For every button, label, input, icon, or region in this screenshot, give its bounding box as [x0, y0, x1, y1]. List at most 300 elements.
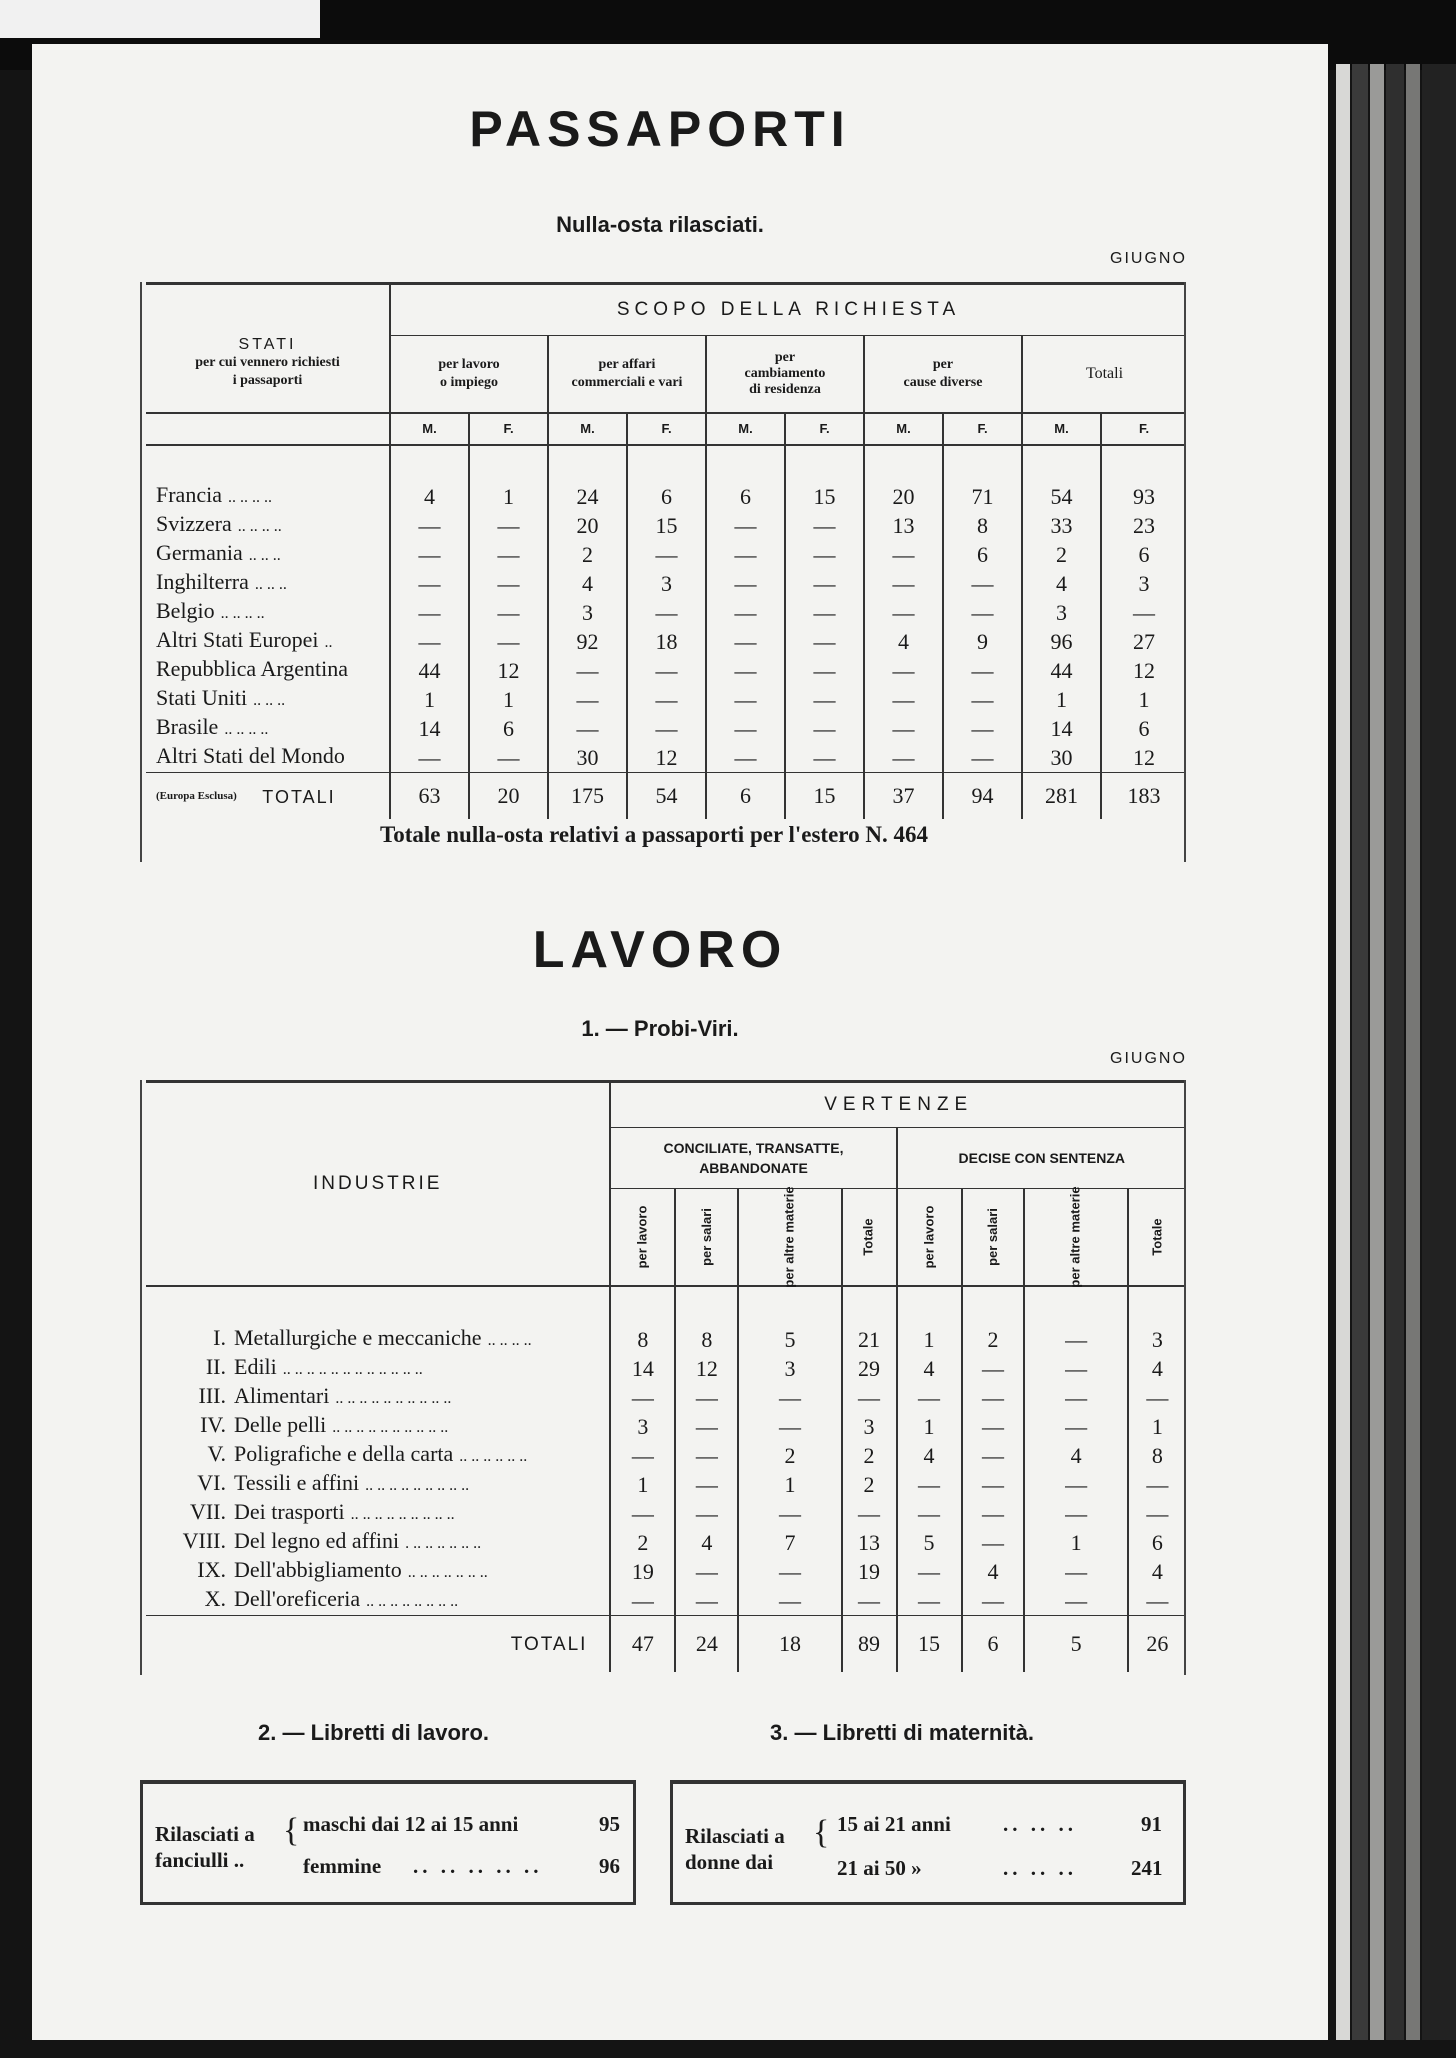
- passaporti-value-cell: —: [548, 656, 627, 685]
- cambiamento-header-line3: di residenza: [749, 382, 821, 397]
- industry-number: VIII.: [182, 1528, 226, 1553]
- scopo-header: SCOPO DELLA RICHIESTA: [390, 284, 1186, 336]
- passaporti-value-cell: 33: [1022, 511, 1101, 540]
- passaporti-value-cell: 18: [627, 627, 706, 656]
- vertenze-col-header: [1128, 1189, 1186, 1287]
- industry-dots: .. .. .. .. .. .. .. .. .. ..: [335, 1390, 452, 1407]
- probi-viri-value-cell: —: [1024, 1470, 1127, 1499]
- passaporti-value-cell: 12: [1101, 656, 1186, 685]
- industry-dots: .. .. .. .. .. .. .. .. .. .. .. ..: [282, 1361, 423, 1378]
- probi-viri-value-cell: —: [1128, 1383, 1186, 1412]
- passaporti-value-cell: 3: [627, 569, 706, 598]
- probi-viri-row: [146, 1325, 1186, 1354]
- probi-viri-value-cell: 1: [610, 1470, 675, 1499]
- probi-viri-value-cell: 1: [1024, 1528, 1127, 1557]
- probi-viri-value-cell: —: [842, 1586, 897, 1616]
- industry-name: Metallurgiche e meccaniche: [234, 1325, 482, 1350]
- passaporti-value-cell: 14: [390, 714, 469, 743]
- mf-m: M.: [864, 413, 943, 445]
- country-cell: [146, 598, 390, 627]
- lavoro-total-cell: 47: [610, 1616, 675, 1673]
- industry-cell: [146, 1470, 610, 1499]
- conciliate-header-line1: CONCILIATE, TRANSATTE,: [663, 1140, 844, 1156]
- probi-viri-value-cell: 29: [842, 1354, 897, 1383]
- passaporti-total-cell: 175: [548, 773, 627, 820]
- country-cell: [146, 482, 390, 511]
- probi-viri-value-cell: 4: [1128, 1354, 1186, 1383]
- mf-m: M.: [706, 413, 785, 445]
- brace-icon: {: [813, 1814, 830, 1851]
- country-dots: .. .. ..: [253, 692, 286, 709]
- passaporti-row: [146, 685, 1186, 714]
- passaporti-value-cell: —: [706, 540, 785, 569]
- passaporti-value-cell: 9: [943, 627, 1022, 656]
- passaporti-value-cell: —: [706, 656, 785, 685]
- probi-viri-value-cell: —: [675, 1412, 738, 1441]
- passaporti-value-cell: —: [864, 569, 943, 598]
- probi-viri-row: [146, 1528, 1186, 1557]
- passaporti-value-cell: 92: [548, 627, 627, 656]
- passaporti-value-cell: —: [706, 598, 785, 627]
- passaporti-total-cell: 281: [1022, 773, 1101, 820]
- country-cell: [146, 743, 390, 773]
- libretti-maternita-label1: Rilasciati a: [685, 1824, 785, 1848]
- probi-viri-value-cell: —: [897, 1586, 962, 1616]
- probi-viri-value-cell: —: [1024, 1383, 1127, 1412]
- probi-viri-value-cell: —: [897, 1470, 962, 1499]
- probi-viri-value-cell: —: [1128, 1499, 1186, 1528]
- probi-viri-value-cell: —: [962, 1412, 1025, 1441]
- passaporti-value-cell: 71: [943, 482, 1022, 511]
- lavoro-header: [390, 336, 548, 414]
- lavoro-header-line2: o impiego: [440, 375, 498, 390]
- country-name: Altri Stati del Mondo: [156, 743, 345, 768]
- table-left-rule: [140, 282, 142, 862]
- industry-cell: [146, 1441, 610, 1470]
- passaporti-value-cell: —: [864, 598, 943, 627]
- probi-viri-value-cell: —: [962, 1528, 1025, 1557]
- probi-viri-value-cell: 19: [842, 1557, 897, 1586]
- probi-viri-value-cell: 1: [897, 1412, 962, 1441]
- probi-viri-value-cell: —: [1024, 1557, 1127, 1586]
- industry-dots: .. .. .. .. .. .. .. .. .. ..: [332, 1419, 449, 1436]
- passaporti-value-cell: —: [627, 685, 706, 714]
- passaporti-value-cell: —: [943, 685, 1022, 714]
- libretti-lavoro-label2: fanciulli ..: [155, 1848, 245, 1872]
- industry-dots: .. .. .. .. .. .. .. .. ..: [350, 1506, 455, 1523]
- passaporti-value-cell: —: [864, 685, 943, 714]
- probi-viri-value-cell: 3: [1128, 1325, 1186, 1354]
- passaporti-value-cell: 12: [469, 656, 548, 685]
- probi-viri-value-cell: 2: [842, 1470, 897, 1499]
- vertenze-col-label: Totale: [861, 1218, 877, 1256]
- passaporti-value-cell: —: [548, 685, 627, 714]
- probi-viri-value-cell: 4: [1024, 1441, 1127, 1470]
- passaporti-value-cell: 4: [548, 569, 627, 598]
- probi-viri-value-cell: —: [1024, 1325, 1127, 1354]
- page-edge: [1406, 64, 1420, 2040]
- passaporti-value-cell: 12: [1101, 743, 1186, 773]
- passaporti-value-cell: 3: [1101, 569, 1186, 598]
- mf-f: F.: [627, 413, 706, 445]
- vertenze-col-header: [610, 1189, 675, 1287]
- probi-viri-value-cell: —: [1024, 1499, 1127, 1528]
- passaporti-value-cell: —: [706, 627, 785, 656]
- country-name: Altri Stati Europei: [156, 627, 319, 652]
- industry-name: Dei trasporti: [234, 1499, 345, 1524]
- passaporti-value-cell: 15: [785, 482, 864, 511]
- vertenze-col-header: [675, 1189, 738, 1287]
- industry-cell: [146, 1557, 610, 1586]
- probi-viri-value-cell: —: [897, 1557, 962, 1586]
- passaporti-value-cell: —: [864, 743, 943, 773]
- passaporti-value-cell: —: [390, 540, 469, 569]
- affari-header-line1: per affari: [598, 357, 656, 372]
- passaporti-value-cell: —: [706, 511, 785, 540]
- vertenze-col-label: Totale: [1149, 1218, 1165, 1256]
- passaporti-value-cell: —: [864, 540, 943, 569]
- probi-viri-value-cell: 2: [962, 1325, 1025, 1354]
- probi-viri-value-cell: 5: [897, 1528, 962, 1557]
- probi-viri-value-cell: —: [842, 1383, 897, 1412]
- passaporti-value-cell: 1: [1101, 685, 1186, 714]
- probi-viri-value-cell: —: [738, 1586, 841, 1616]
- passaporti-value-cell: —: [706, 714, 785, 743]
- libretti-maternita-label2: donne dai: [685, 1850, 774, 1874]
- affari-header-line2: commerciali e vari: [571, 375, 683, 390]
- passaporti-value-cell: 20: [864, 482, 943, 511]
- passaporti-row: [146, 743, 1186, 773]
- vertenze-col-header: [738, 1186, 841, 1288]
- passaporti-value-cell: —: [943, 714, 1022, 743]
- lavoro-month: GIUGNO: [1110, 1050, 1187, 1067]
- libretti-lavoro-title: 2. — Libretti di lavoro.: [258, 1720, 490, 1745]
- passaporti-row: [146, 511, 1186, 540]
- industry-number: I.: [213, 1325, 226, 1350]
- passaporti-value-cell: 23: [1101, 511, 1186, 540]
- industry-cell: [146, 1586, 610, 1616]
- industry-number: III.: [198, 1383, 226, 1408]
- probi-viri-value-cell: —: [962, 1354, 1025, 1383]
- industry-dots: .. .. .. ..: [487, 1332, 532, 1349]
- probi-viri-value-cell: 2: [610, 1528, 675, 1557]
- lavoro-total-cell: 5: [1024, 1616, 1127, 1673]
- passaporti-value-cell: 3: [1022, 598, 1101, 627]
- passaporti-value-cell: —: [943, 598, 1022, 627]
- page-edge: [1370, 64, 1384, 2040]
- passaporti-value-cell: —: [706, 569, 785, 598]
- probi-viri-value-cell: 1: [738, 1470, 841, 1499]
- brace-icon: {: [283, 1812, 300, 1849]
- passaporti-value-cell: —: [469, 511, 548, 540]
- passaporti-value-cell: 44: [1022, 656, 1101, 685]
- totali-header: Totali: [1022, 336, 1186, 414]
- probi-viri-value-cell: 14: [610, 1354, 675, 1383]
- scan-top-highlight: [0, 0, 320, 38]
- lavoro-total-cell: 24: [675, 1616, 738, 1673]
- passaporti-total-cell: 15: [785, 773, 864, 820]
- industry-number: II.: [205, 1354, 226, 1379]
- passaporti-value-cell: 27: [1101, 627, 1186, 656]
- vertenze-col-label: per lavoro: [634, 1205, 650, 1269]
- country-name: Brasile: [156, 714, 219, 739]
- probi-viri-value-cell: —: [842, 1499, 897, 1528]
- probi-viri-value-cell: —: [610, 1441, 675, 1470]
- passaporti-value-cell: 4: [1022, 569, 1101, 598]
- passaporti-value-cell: —: [548, 714, 627, 743]
- passaporti-value-cell: 12: [627, 743, 706, 773]
- passaporti-value-cell: —: [627, 714, 706, 743]
- industry-dots: .. .. .. .. .. .. .. ..: [366, 1593, 459, 1610]
- country-cell: [146, 540, 390, 569]
- probi-viri-value-cell: 1: [1128, 1412, 1186, 1441]
- lavoro-totali-label-cell: [146, 1616, 610, 1673]
- probi-viri-value-cell: —: [962, 1586, 1025, 1616]
- probi-viri-row: [146, 1499, 1186, 1528]
- industry-cell: [146, 1325, 610, 1354]
- passaporti-total-cell: 183: [1101, 773, 1186, 820]
- libretti-maternita-line1-dots: .. .. ..: [1003, 1812, 1077, 1836]
- country-dots: ..: [324, 634, 333, 651]
- probi-viri-value-cell: —: [1128, 1586, 1186, 1616]
- probi-viri-value-cell: —: [962, 1441, 1025, 1470]
- passaporti-value-cell: —: [390, 569, 469, 598]
- passaporti-total-cell: 54: [627, 773, 706, 820]
- probi-viri-value-cell: 4: [675, 1528, 738, 1557]
- passaporti-value-cell: 1: [469, 482, 548, 511]
- probi-viri-value-cell: 4: [897, 1354, 962, 1383]
- passaporti-value-cell: 2: [1022, 540, 1101, 569]
- lavoro-header-line1: per lavoro: [438, 357, 500, 372]
- country-cell: [146, 714, 390, 743]
- country-dots: .. .. ..: [254, 576, 287, 593]
- table-right-rule: [1184, 1080, 1186, 1675]
- passaporti-value-cell: —: [785, 743, 864, 773]
- vertenze-col-header: [1024, 1186, 1127, 1288]
- stati-header-line3: i passaporti: [232, 372, 303, 388]
- passaporti-value-cell: —: [785, 598, 864, 627]
- lavoro-total-cell: 26: [1128, 1616, 1186, 1673]
- passaporti-table: [146, 282, 1186, 819]
- passaporti-value-cell: —: [943, 569, 1022, 598]
- industry-name: Dell'oreficeria: [234, 1586, 361, 1611]
- industry-dots: .. .. .. .. .. .. ..: [407, 1564, 488, 1581]
- probi-viri-value-cell: 4: [897, 1441, 962, 1470]
- passaporti-total-cell: 6: [706, 773, 785, 820]
- mf-m: M.: [548, 413, 627, 445]
- industry-name: Poligrafiche e della carta: [234, 1441, 454, 1466]
- probi-viri-value-cell: —: [738, 1557, 841, 1586]
- probi-viri-value-cell: —: [962, 1383, 1025, 1412]
- vertenze-col-label: per lavoro: [921, 1205, 937, 1269]
- passaporti-value-cell: 3: [548, 598, 627, 627]
- industry-name: Edili: [234, 1354, 277, 1379]
- probi-viri-row: [146, 1470, 1186, 1499]
- passaporti-title: PASSAPORTI: [469, 101, 851, 157]
- probi-viri-table: [146, 1080, 1186, 1672]
- passaporti-value-cell: —: [785, 656, 864, 685]
- probi-viri-value-cell: —: [1024, 1412, 1127, 1441]
- probi-viri-value-cell: 2: [738, 1441, 841, 1470]
- libretti-lavoro-line1: maschi dai 12 ai 15 anni: [303, 1812, 519, 1836]
- probi-viri-value-cell: —: [675, 1470, 738, 1499]
- vertenze-col-header: [842, 1189, 897, 1287]
- industry-cell: [146, 1499, 610, 1528]
- lavoro-total-cell: 89: [842, 1616, 897, 1673]
- country-name: Francia: [156, 482, 222, 507]
- passaporti-value-cell: —: [943, 743, 1022, 773]
- vertenze-col-label: per salari: [698, 1208, 714, 1266]
- passaporti-value-cell: 13: [864, 511, 943, 540]
- mf-f: F.: [943, 413, 1022, 445]
- passaporti-value-cell: —: [469, 569, 548, 598]
- country-name: Stati Uniti: [156, 685, 248, 710]
- probi-viri-value-cell: 3: [842, 1412, 897, 1441]
- libretti-maternita-title: 3. — Libretti di maternità.: [770, 1720, 1035, 1745]
- libretti-lavoro-val1: 95: [599, 1812, 620, 1836]
- libretti-lavoro-box: [140, 1780, 636, 1905]
- passaporti-value-cell: 1: [390, 685, 469, 714]
- passaporti-value-cell: —: [785, 714, 864, 743]
- industry-number: IV.: [200, 1412, 226, 1437]
- probi-viri-row: [146, 1412, 1186, 1441]
- cambiamento-header-line1: per: [774, 350, 796, 365]
- passaporti-subtitle: Nulla-osta rilasciati.: [556, 212, 764, 237]
- probi-viri-row: [146, 1557, 1186, 1586]
- industry-number: X.: [204, 1586, 226, 1611]
- passaporti-value-cell: —: [469, 743, 548, 773]
- industry-number: VI.: [197, 1470, 226, 1495]
- affari-header: [548, 336, 706, 414]
- industry-number: VII.: [189, 1499, 226, 1524]
- probi-viri-value-cell: —: [610, 1499, 675, 1528]
- industry-cell: [146, 1383, 610, 1412]
- probi-viri-value-cell: 21: [842, 1325, 897, 1354]
- probi-viri-value-cell: 7: [738, 1528, 841, 1557]
- country-name: Belgio: [156, 598, 215, 623]
- table-left-rule: [140, 1080, 142, 1675]
- stati-header-title: STATI: [238, 335, 297, 353]
- country-name: Germania: [156, 540, 243, 565]
- passaporti-value-cell: —: [469, 627, 548, 656]
- passaporti-value-cell: 6: [1101, 540, 1186, 569]
- passaporti-value-cell: 6: [943, 540, 1022, 569]
- probi-viri-value-cell: 1: [897, 1325, 962, 1354]
- passaporti-row: [146, 540, 1186, 569]
- probi-viri-row: [146, 1354, 1186, 1383]
- probi-viri-value-cell: —: [675, 1499, 738, 1528]
- passaporti-value-cell: 6: [627, 482, 706, 511]
- vertenze-col-header: [897, 1189, 962, 1287]
- country-dots: .. .. .. ..: [227, 489, 272, 506]
- cambiamento-header-line2: cambiamento: [744, 366, 826, 381]
- passaporti-value-cell: 30: [548, 743, 627, 773]
- totali-label: TOTALI: [262, 786, 336, 807]
- libretti-maternita-box: [670, 1780, 1186, 1905]
- mf-f: F.: [469, 413, 548, 445]
- country-cell: [146, 685, 390, 714]
- country-dots: .. .. .. ..: [237, 518, 282, 535]
- probi-viri-value-cell: 8: [610, 1325, 675, 1354]
- page-edge: [1422, 64, 1456, 2040]
- passaporti-value-cell: 44: [390, 656, 469, 685]
- industry-name: Delle pelli: [234, 1412, 327, 1437]
- passaporti-value-cell: 6: [469, 714, 548, 743]
- passaporti-total-cell: 20: [469, 773, 548, 820]
- passaporti-value-cell: —: [785, 540, 864, 569]
- probi-viri-value-cell: 8: [1128, 1441, 1186, 1470]
- passaporti-value-cell: 54: [1022, 482, 1101, 511]
- probi-viri-value-cell: 6: [1128, 1528, 1186, 1557]
- vertenze-header: VERTENZE: [610, 1082, 1186, 1128]
- passaporti-value-cell: —: [469, 598, 548, 627]
- passaporti-value-cell: —: [390, 627, 469, 656]
- country-cell: [146, 656, 390, 685]
- lavoro-total-cell: 18: [738, 1616, 841, 1673]
- industry-number: V.: [207, 1441, 226, 1466]
- passaporti-value-cell: 4: [390, 482, 469, 511]
- industry-name: Del legno ed affini: [234, 1528, 400, 1553]
- industry-name: Tessili e affini: [234, 1470, 360, 1495]
- passaporti-value-cell: —: [469, 540, 548, 569]
- libretti-lavoro-label1: Rilasciati a: [155, 1822, 255, 1846]
- libretti-maternita-val1: 91: [1141, 1812, 1162, 1836]
- passaporti-row: [146, 656, 1186, 685]
- mf-blank: [146, 413, 390, 445]
- mf-m: M.: [1022, 413, 1101, 445]
- probi-viri-value-cell: —: [738, 1499, 841, 1528]
- probi-viri-value-cell: 2: [842, 1441, 897, 1470]
- probi-viri-value-cell: —: [1024, 1354, 1127, 1383]
- passaporti-row: [146, 598, 1186, 627]
- cause-header-line2: cause diverse: [903, 375, 983, 390]
- vertenze-col-label: per salari: [984, 1208, 1000, 1266]
- probi-viri-value-cell: —: [675, 1383, 738, 1412]
- passaporti-value-cell: 14: [1022, 714, 1101, 743]
- lavoro-totali-label: TOTALI: [510, 1634, 588, 1655]
- passaporti-row: [146, 482, 1186, 511]
- passaporti-value-cell: 6: [706, 482, 785, 511]
- lavoro-total-cell: 15: [897, 1616, 962, 1673]
- probi-viri-value-cell: —: [675, 1441, 738, 1470]
- libretti-lavoro-line2-dots: .. .. .. .. ..: [413, 1854, 543, 1878]
- passaporti-value-cell: —: [390, 743, 469, 773]
- decise-header: DECISE CON SENTENZA: [897, 1128, 1186, 1189]
- passaporti-row: [146, 714, 1186, 743]
- probi-viri-value-cell: 4: [1128, 1557, 1186, 1586]
- mf-f: F.: [1101, 413, 1186, 445]
- passaporti-value-cell: —: [943, 656, 1022, 685]
- industry-cell: [146, 1354, 610, 1383]
- country-name: Svizzera: [156, 511, 232, 536]
- passaporti-row: [146, 627, 1186, 656]
- passaporti-value-cell: 93: [1101, 482, 1186, 511]
- probi-viri-value-cell: 8: [675, 1325, 738, 1354]
- passaporti-value-cell: 1: [469, 685, 548, 714]
- passaporti-value-cell: 20: [548, 511, 627, 540]
- industry-cell: [146, 1528, 610, 1557]
- passaporti-total-cell: 63: [390, 773, 469, 820]
- probi-viri-value-cell: 3: [610, 1412, 675, 1441]
- libretti-maternita-val2: 241: [1131, 1856, 1163, 1880]
- vertenze-col-label: per altre materie: [781, 1186, 797, 1288]
- country-name: Repubblica Argentina: [156, 656, 349, 681]
- europa-esclusa-note: (Europa Esclusa): [156, 789, 237, 802]
- passaporti-value-cell: —: [785, 569, 864, 598]
- passaporti-footer: Totale nulla-osta relativi a passaporti per l'estero N. 464: [380, 822, 928, 847]
- stati-header: [146, 284, 390, 414]
- passaporti-value-cell: —: [1101, 598, 1186, 627]
